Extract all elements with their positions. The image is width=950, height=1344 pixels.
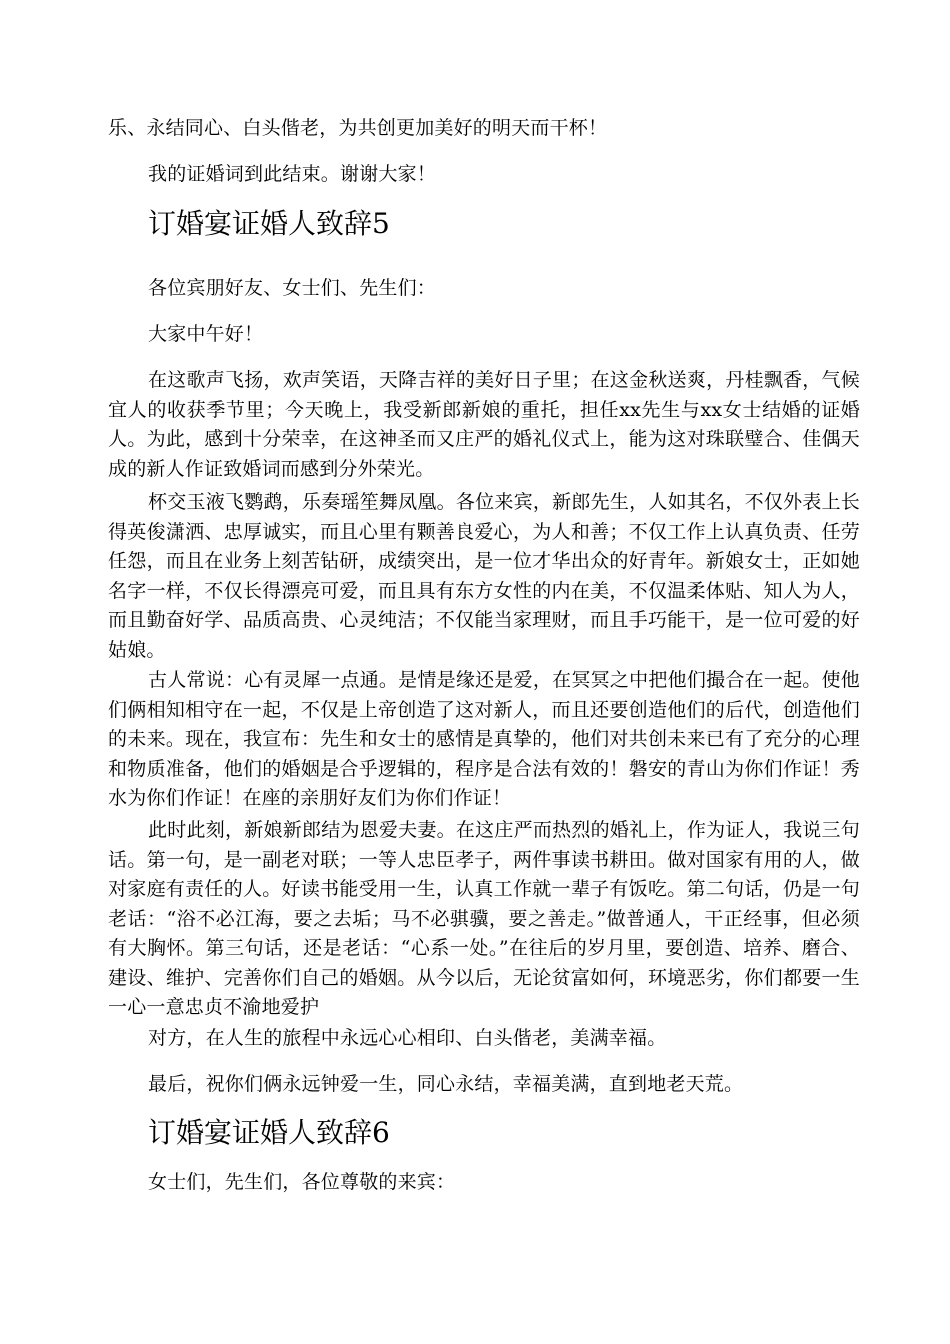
paragraph-greeting: 各位宾朋好友、女士们、先生们： — [148, 277, 437, 299]
paragraph-good-noon: 大家中午好！ — [148, 323, 264, 345]
paragraph-three-sayings: 此时此刻，新娘新郎结为恩爱夫妻。在这庄严而热烈的婚礼上，作为证人，我说三句话。第一句，是一副老对联；一等人忠臣孝子，两件事读书耕田。做对国家有用的人，做对家庭有责任的人。好读书能受用一生，认真工作就一辈子有饭吃。第二句话，仍是一句老话：“浴不必江海，要之去垢；马不必骐骥，要之善走。”做普通人，干正经事，但必须有大胸怀。第三句话，还是老话：“心系一处。”在往后的岁月里，要创造、培养、磨合、建设、维护、完善你们自己的婚姻。从今以后，无论贫富如何，环境恶劣，你们都要一生一心一意忠贞不渝地爱护 — [108, 819, 860, 1018]
paragraph-declaration: 古人常说：心有灵犀一点通。是情是缘还是爱，在冥冥之中把他们撮合在一起。使他们俩相知相守在一起，不仅是上帝创造了这对新人，而且还要创造他们的后代，创造他们的未来。现在，我宣布：先生和女士的感情是真挚的，他们对共创未来已有了充分的心理和物质准备，他们的婚姻是合乎逻辑的，程序是合法有效的！磐安的青山为你们作证！秀水为你们作证！在座的亲朋好友们为你们作证！ — [108, 669, 860, 809]
paragraph-closing: 我的证婚词到此结束。谢谢大家！ — [148, 163, 437, 185]
paragraph-wishes: 对方，在人生的旅程中永远心心相印、白头偕老，美满幸福。 — [148, 1027, 667, 1049]
paragraph-final-blessing: 最后，祝你们俩永远钟爱一生，同心永结，幸福美满，直到地老天荒。 — [148, 1073, 744, 1095]
paragraph-opening: 在这歌声飞扬，欢声笑语，天降吉祥的美好日子里；在这金秋送爽，丹桂飘香，气候宜人的收获季节里；今天晚上，我受新郎新娘的重托，担任xx先生与xx女士结婚的证婚人。为此，感到十分荣幸，在这神圣而又庄严的婚礼仪式上，能为这对珠联璧合、佳偶天成的新人作证致婚词而感到分外荣光。 — [108, 369, 860, 480]
section-6-title: 订婚宴证婚人致辞6 — [148, 1116, 390, 1149]
paragraph-couple-praise: 杯交玉液飞鹦鹉，乐奏瑶笙舞凤凰。各位来宾，新郎先生，人如其名，不仅外表上长得英俊潇洒、忠厚诚实，而且心里有颗善良爱心，为人和善；不仅工作上认真负责、任劳任怨，而且在业务上刻苦钻研，成绩突出，是一位才华出众的好青年。新娘女士，正如她名字一样，不仅长得漂亮可爱，而且具有东方女性的内在美，不仅温柔体贴、知人为人，而且勤奋好学、品质高贵、心灵纯洁；不仅能当家理财，而且手巧能干，是一位可爱的好姑娘。 — [108, 491, 860, 661]
section-5-title: 订婚宴证婚人致辞5 — [148, 207, 390, 240]
paragraph-section6-greeting: 女士们，先生们，各位尊敬的来宾： — [148, 1171, 456, 1193]
paragraph-toast-ending: 乐、永结同心、白头偕老，为共创更加美好的明天而干杯！ — [108, 117, 608, 139]
